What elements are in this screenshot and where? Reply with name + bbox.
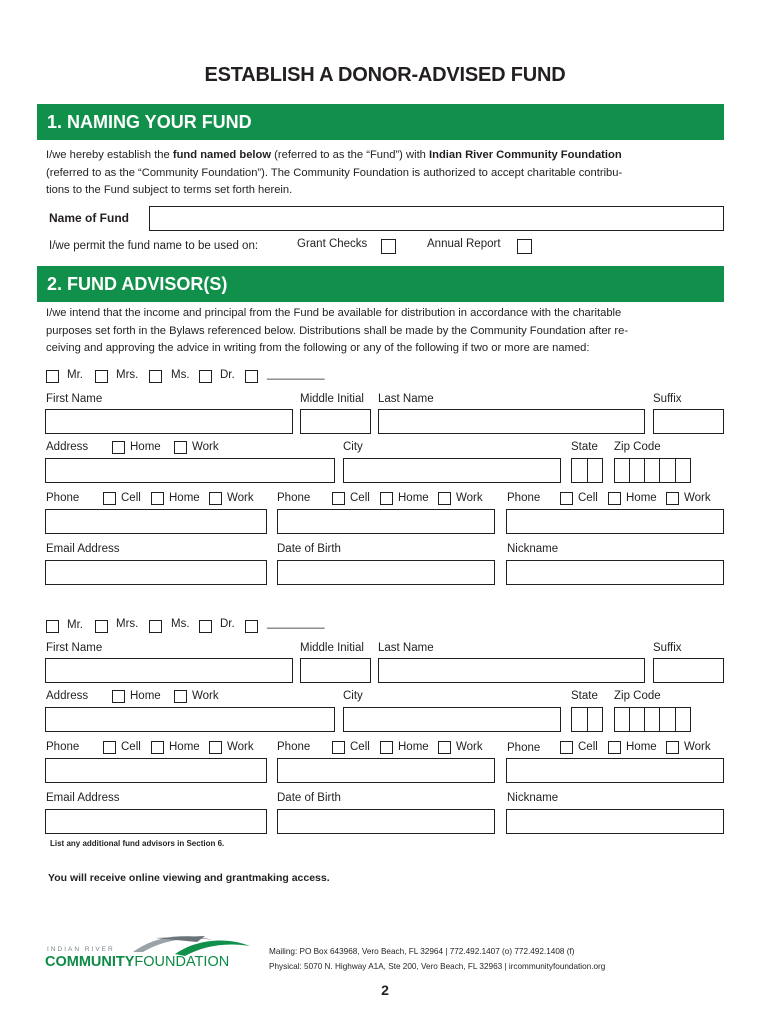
address-label: Address (46, 690, 89, 702)
phone-1-label: Phone (46, 741, 80, 753)
dob-field[interactable] (277, 560, 495, 585)
mrs-label: Mrs. (116, 369, 139, 381)
zip-label: Zip Code (614, 441, 661, 453)
mailing-address: Mailing: PO Box 643968, Vero Beach, FL 32964 | 772.492.1407 (o) 772.492.1408 (f) (269, 947, 575, 956)
additional-advisors-note: List any additional fund advisors in Section 6. (50, 839, 225, 848)
zip-divider (659, 458, 660, 483)
dob-field[interactable] (277, 809, 495, 834)
phone-1-work-label: Work (227, 492, 254, 504)
dr-label: Dr. (220, 369, 235, 381)
phone-3-cell-checkbox[interactable] (560, 492, 573, 505)
phone-3-cell-label: Cell (578, 741, 598, 753)
page-number: 2 (381, 982, 389, 998)
last-name-label: Last Name (378, 642, 434, 654)
phone-2-cell-checkbox[interactable] (332, 492, 345, 505)
phone-1-home-label: Home (169, 492, 200, 504)
page-title: ESTABLISH A DONOR-ADVISED FUND (204, 64, 566, 86)
address-home-checkbox[interactable] (112, 441, 125, 454)
intro-text: purposes set forth in the Bylaws referenced below. Distributions shall be made by the Community Foundation after re- (46, 324, 629, 337)
phone-3-home-label: Home (626, 741, 657, 753)
suffix-label: Suffix (653, 393, 682, 405)
grant-checks-checkbox[interactable] (381, 239, 396, 254)
state-divider (587, 458, 588, 483)
address-work-checkbox[interactable] (174, 441, 187, 454)
middle-initial-label: Middle Initial (300, 642, 364, 654)
fund-name-field[interactable] (149, 206, 724, 231)
section-2-heading: 2. FUND ADVISOR(S) (37, 266, 724, 302)
phone-2-work-label: Work (456, 741, 483, 753)
phone-2-home-label: Home (398, 492, 429, 504)
email-label: Email Address (46, 792, 120, 804)
logo-bold-text: COMMUNITY (45, 954, 135, 970)
suffix-label: Suffix (653, 642, 682, 654)
section-1-heading: 1. NAMING YOUR FUND (37, 104, 724, 140)
state-divider (587, 707, 588, 732)
phone-3-home-checkbox[interactable] (608, 741, 621, 754)
fund-name-label: Name of Fund (49, 211, 129, 225)
intro-text: (referred to as the “Fund”) with (271, 149, 430, 161)
phone-2-work-label: Work (456, 492, 483, 504)
city-field[interactable] (343, 458, 561, 483)
mrs-checkbox[interactable] (95, 620, 108, 633)
phone-3-field[interactable] (506, 509, 724, 534)
phone-3-work-checkbox[interactable] (666, 741, 679, 754)
phone-1-cell-checkbox[interactable] (103, 741, 116, 754)
footer-contact (269, 944, 605, 974)
city-label: City (343, 441, 363, 453)
mr-label: Mr. (67, 369, 83, 381)
intro-bold-text: fund named below (172, 149, 272, 161)
phone-1-home-checkbox[interactable] (151, 492, 164, 505)
phone-3-label: Phone (507, 742, 541, 754)
phone-1-home-label: Home (169, 741, 200, 753)
annual-report-checkbox[interactable] (517, 239, 532, 254)
first-name-label: First Name (46, 393, 103, 405)
mrs-label: Mrs. (116, 618, 139, 630)
ms-label: Ms. (171, 369, 190, 381)
phone-3-cell-checkbox[interactable] (560, 741, 573, 754)
phone-3-work-label: Work (684, 492, 711, 504)
address-label: Address (46, 441, 89, 453)
logo-top-text: INDIAN RIVER (47, 946, 115, 953)
phone-1-work-label: Work (227, 741, 254, 753)
section-1-intro (46, 147, 722, 200)
city-label: City (343, 690, 363, 702)
address-home-label: Home (130, 690, 161, 702)
address-field[interactable] (45, 458, 335, 483)
zip-divider (644, 707, 645, 732)
email-field[interactable] (45, 560, 267, 585)
phone-1-cell-label: Cell (121, 741, 141, 753)
address-home-label: Home (130, 441, 161, 453)
community-foundation-logo (45, 930, 260, 975)
state-label: State (571, 441, 598, 453)
first-name-field[interactable] (45, 658, 293, 683)
last-name-label: Last Name (378, 393, 434, 405)
first-name-field[interactable] (45, 409, 293, 434)
phone-1-label: Phone (46, 492, 80, 504)
zip-divider (659, 707, 660, 732)
phone-2-work-checkbox[interactable] (438, 492, 451, 505)
intro-text: I/we hereby establish the (46, 149, 173, 161)
permit-label: I/we permit the fund name to be used on: (49, 240, 259, 252)
phone-3-work-label: Work (684, 741, 711, 753)
middle-initial-field[interactable] (300, 658, 371, 683)
zip-divider (675, 458, 676, 483)
logo-main-text (45, 954, 229, 970)
last-name-field[interactable] (378, 409, 645, 434)
address-work-checkbox[interactable] (174, 690, 187, 703)
other-title-checkbox[interactable] (245, 620, 258, 633)
zip-code-field[interactable] (614, 707, 691, 732)
phone-1-work-checkbox[interactable] (209, 741, 222, 754)
phone-2-cell-checkbox[interactable] (332, 741, 345, 754)
mrs-checkbox[interactable] (95, 370, 108, 383)
suffix-field[interactable] (653, 409, 724, 434)
ms-checkbox[interactable] (149, 370, 162, 383)
dob-label: Date of Birth (277, 543, 341, 555)
mr-checkbox[interactable] (46, 370, 59, 383)
online-access-note: You will receive online viewing and grantmaking access. (48, 872, 330, 884)
phone-3-cell-label: Cell (578, 492, 598, 504)
suffix-field[interactable] (653, 658, 724, 683)
phone-3-work-checkbox[interactable] (666, 492, 679, 505)
zip-label: Zip Code (614, 690, 661, 702)
other-title-blank: _________ (267, 617, 325, 629)
email-label: Email Address (46, 543, 120, 555)
address-work-label: Work (192, 690, 219, 702)
phone-2-home-checkbox[interactable] (380, 492, 393, 505)
nickname-label: Nickname (507, 792, 559, 804)
address-work-label: Work (192, 441, 219, 453)
physical-address: Physical: 5070 N. Highway A1A, Ste 200, Vero Beach, FL 32963 | ircommunityfoundation.org (269, 962, 606, 971)
zip-divider (644, 458, 645, 483)
phone-3-home-checkbox[interactable] (608, 492, 621, 505)
phone-1-field[interactable] (45, 509, 267, 534)
phone-1-work-checkbox[interactable] (209, 492, 222, 505)
mr-label: Mr. (67, 619, 83, 631)
logo-light-text: FOUNDATION (134, 954, 230, 970)
phone-2-label: Phone (277, 492, 311, 504)
dr-checkbox[interactable] (199, 620, 212, 633)
intro-text: I/we intend that the income and principal from the Fund be available for distribution in accordance with the charitable (46, 307, 622, 319)
phone-2-cell-label: Cell (350, 741, 370, 753)
intro-text: (referred to as the “Community Foundation”). The Community Foundation is authorized to accept charitable contribu- (46, 166, 623, 179)
nickname-field[interactable] (506, 560, 724, 585)
phone-3-home-label: Home (626, 492, 657, 504)
phone-2-field[interactable] (277, 509, 495, 534)
phone-2-cell-label: Cell (350, 492, 370, 504)
phone-1-cell-label: Cell (121, 492, 141, 504)
phone-1-cell-checkbox[interactable] (103, 492, 116, 505)
phone-2-home-label: Home (398, 741, 429, 753)
dr-label: Dr. (220, 618, 235, 630)
nickname-field[interactable] (506, 809, 724, 834)
middle-initial-field[interactable] (300, 409, 371, 434)
first-name-label: First Name (46, 642, 103, 654)
dr-checkbox[interactable] (199, 370, 212, 383)
nickname-label: Nickname (507, 543, 559, 555)
last-name-field[interactable] (378, 658, 645, 683)
zip-divider (629, 707, 630, 732)
intro-text: ceiving and approving the advice in writing from the following or any of the following if two or more are named: (46, 342, 590, 354)
other-title-blank: _________ (267, 368, 325, 380)
dob-label: Date of Birth (277, 792, 341, 804)
phone-3-label: Phone (507, 492, 541, 504)
zip-divider (629, 458, 630, 483)
phone-2-field[interactable] (277, 758, 495, 783)
phone-2-label: Phone (277, 741, 311, 753)
zip-divider (675, 707, 676, 732)
address-field[interactable] (45, 707, 335, 732)
intro-bold-text: Indian River Community Foundation (429, 149, 622, 161)
other-title-checkbox[interactable] (245, 370, 258, 383)
annual-report-label: Annual Report (427, 238, 501, 250)
state-label: State (571, 690, 598, 702)
phone-3-field[interactable] (506, 758, 724, 783)
phone-2-work-checkbox[interactable] (438, 741, 451, 754)
phone-1-field[interactable] (45, 758, 267, 783)
phone-2-home-checkbox[interactable] (380, 741, 393, 754)
grant-checks-label: Grant Checks (297, 238, 368, 250)
ms-label: Ms. (171, 618, 190, 630)
intro-text: tions to the Fund subject to terms set forth herein. (46, 184, 293, 196)
city-field[interactable] (343, 707, 561, 732)
ms-checkbox[interactable] (149, 620, 162, 633)
email-field[interactable] (45, 809, 267, 834)
address-home-checkbox[interactable] (112, 690, 125, 703)
zip-code-field[interactable] (614, 458, 691, 483)
mr-checkbox[interactable] (46, 620, 59, 633)
section-2-intro (46, 305, 722, 358)
phone-1-home-checkbox[interactable] (151, 741, 164, 754)
middle-initial-label: Middle Initial (300, 393, 364, 405)
